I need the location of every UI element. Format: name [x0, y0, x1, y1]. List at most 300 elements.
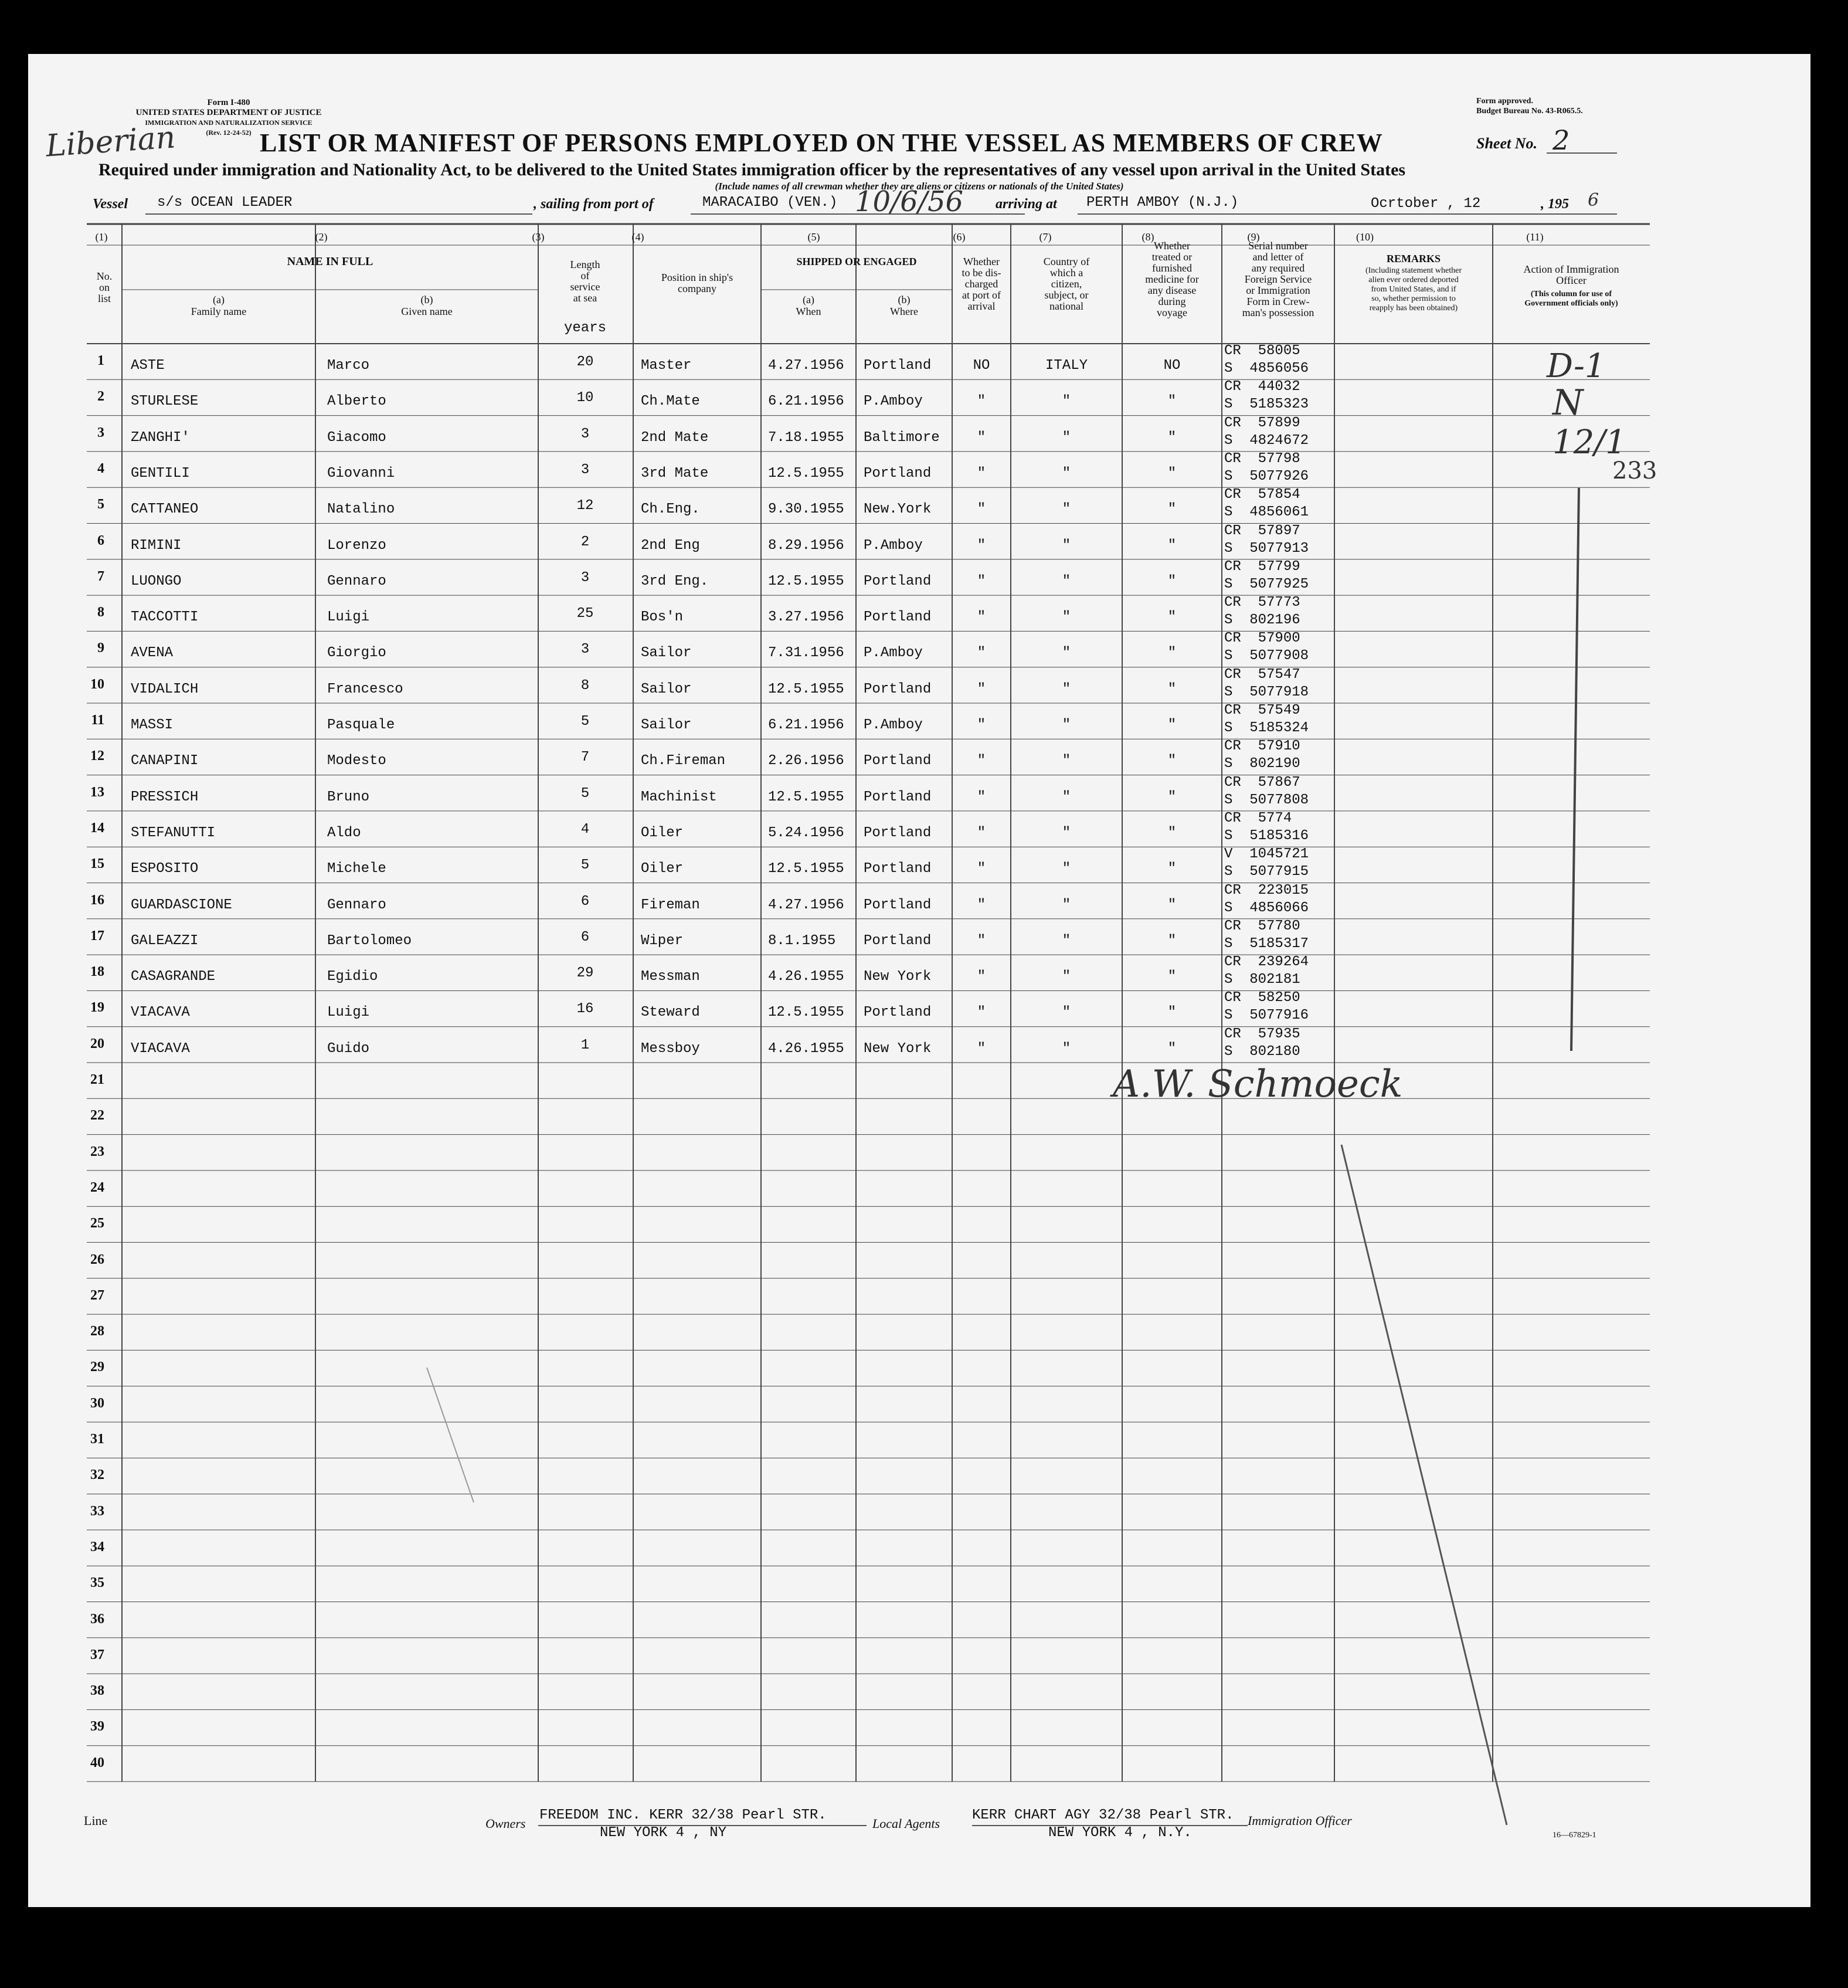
crew-serial-number: CR 239264 S 802181 [1224, 954, 1309, 988]
crew-engaged-port: Portland [864, 861, 932, 877]
crew-engaged-port: Portland [864, 753, 932, 769]
col-position-header: Position in ship's company [661, 272, 733, 294]
crew-discharge: " [977, 537, 986, 554]
crew-country: " [1062, 681, 1071, 697]
crew-given-name: Aldo [327, 825, 361, 841]
crew-family-name: VIACAVA [131, 1005, 190, 1021]
col-family-letter: (a) [213, 294, 225, 306]
crew-engaged-date: 12.5.1955 [768, 861, 844, 877]
crew-engaged-date: 12.5.1955 [768, 681, 844, 697]
row-number: 33 [90, 1503, 104, 1519]
crew-engaged-port: P.Amboy [864, 537, 923, 554]
footer-agents-label: Local Agents [872, 1816, 940, 1831]
crew-family-name: AVENA [131, 645, 174, 661]
crew-engaged-port: Portland [864, 789, 932, 805]
row-number: 12 [90, 748, 104, 764]
crew-country: " [1062, 537, 1071, 554]
crew-treated: " [1167, 501, 1177, 518]
crew-years-at-sea: 6 [580, 893, 590, 910]
budget-bureau: Budget Bureau No. 43-R065.5. [1476, 107, 1583, 116]
crew-country: " [1062, 789, 1071, 805]
row-number: 38 [90, 1683, 104, 1699]
crew-family-name: ESPOSITO [131, 861, 199, 877]
crew-engaged-date: 7.31.1956 [768, 645, 844, 661]
crew-position: Sailor [641, 717, 692, 733]
crew-engaged-date: 12.5.1955 [768, 465, 844, 481]
crew-serial-number: CR 57798 S 5077926 [1224, 450, 1309, 484]
arrival-date: Ocrtober , 12 [1371, 196, 1481, 212]
crew-years-at-sea: 3 [580, 462, 590, 478]
crew-given-name: Giacomo [327, 429, 386, 446]
footer-owners-line2: NEW YORK 4 , NY [600, 1825, 727, 1841]
crew-treated: " [1167, 825, 1177, 841]
crew-given-name: Bruno [327, 789, 370, 805]
crew-family-name: GENTILI [131, 465, 190, 481]
col-where-header: Where [890, 306, 918, 317]
crew-serial-number: CR 57780 S 5185317 [1224, 918, 1309, 952]
crew-treated: " [1167, 753, 1177, 769]
crew-serial-number: CR 57773 S 802196 [1224, 595, 1300, 629]
crew-years-at-sea: 8 [580, 677, 590, 694]
row-number: 5 [97, 497, 104, 513]
col-when-letter: (a) [803, 294, 814, 306]
crew-treated: " [1167, 465, 1177, 481]
crew-engaged-date: 12.5.1955 [768, 789, 844, 805]
crew-discharge: " [977, 609, 986, 626]
row-number: 16 [90, 892, 104, 908]
crew-years-at-sea: 3 [580, 569, 590, 586]
col-8-number: (8) [1142, 231, 1154, 243]
crew-family-name: PRESSICH [131, 789, 199, 805]
crew-serial-number: CR 5774 S 5185316 [1224, 810, 1309, 844]
crew-years-at-sea: 5 [580, 857, 590, 874]
crew-discharge: " [977, 1005, 986, 1021]
row-number: 18 [90, 964, 104, 980]
col-where-letter: (b) [898, 294, 911, 306]
arriving-label: arriving at [996, 196, 1057, 212]
row-number: 35 [90, 1575, 104, 1591]
col-no-header: No. on list [96, 270, 113, 304]
row-number: 25 [90, 1216, 104, 1232]
crew-treated: " [1167, 1005, 1177, 1021]
crew-treated: " [1167, 573, 1177, 589]
crew-treated: " [1167, 932, 1177, 949]
crew-family-name: VIACAVA [131, 1040, 190, 1057]
crew-position: Messboy [641, 1040, 700, 1057]
crew-serial-number: CR 57935 S 802180 [1224, 1026, 1300, 1060]
crew-given-name: Marco [327, 358, 370, 374]
crew-discharge: " [977, 717, 986, 733]
revision: (Rev. 12-24-52) [206, 128, 252, 137]
year-label: , 195 [1541, 196, 1569, 212]
col-6-number: (6) [953, 231, 966, 243]
departure-port: MARACAIBO (VEN.) [702, 195, 838, 211]
crew-years-at-sea: 3 [580, 642, 590, 658]
row-number: 17 [90, 928, 104, 944]
row-number: 34 [90, 1539, 104, 1555]
row-number: 13 [90, 784, 104, 800]
crew-family-name: ZANGHI' [131, 429, 190, 446]
crew-given-name: Gennaro [327, 897, 386, 913]
crew-engaged-port: Portland [864, 932, 932, 949]
crew-position: Master [641, 358, 692, 374]
year-digit: 6 [1588, 190, 1599, 211]
row-number: 31 [90, 1431, 104, 1447]
crew-family-name: CATTANEO [131, 501, 199, 518]
crew-engaged-date: 5.24.1956 [768, 825, 844, 841]
crew-serial-number: CR 58005 S 4856056 [1224, 343, 1309, 376]
crew-country: " [1062, 573, 1071, 589]
crew-family-name: CANAPINI [131, 753, 199, 769]
owners-underline [538, 1825, 867, 1826]
col-discharged-header: Whether to be dis- charged at port of arrival [962, 256, 1001, 312]
crew-country: " [1062, 1040, 1071, 1057]
manifest-page [28, 54, 1810, 1907]
crew-country: " [1062, 753, 1071, 769]
crew-position: 2nd Mate [641, 429, 709, 446]
crew-serial-number: CR 223015 S 4856066 [1224, 882, 1309, 916]
row-number: 32 [90, 1467, 104, 1483]
col-9-number: (9) [1247, 231, 1260, 243]
crew-given-name: Pasquale [327, 717, 395, 733]
row-number: 21 [90, 1072, 104, 1087]
crew-position: 3rd Mate [641, 465, 709, 481]
print-code: 16—67829-1 [1553, 1831, 1596, 1840]
crew-years-at-sea: 2 [580, 534, 590, 550]
col-country-header: Country of which a citizen, subject, or national [1043, 256, 1090, 312]
handwritten-action-2: N [1553, 382, 1584, 423]
crew-discharge: " [977, 465, 986, 481]
form-title: LIST OR MANIFEST OF PERSONS EMPLOYED ON THE VESSEL AS MEMBERS OF CREW [260, 128, 1383, 157]
col-1-number: (1) [95, 231, 108, 243]
crew-serial-number: V 1045721 S 5077915 [1224, 846, 1309, 880]
crew-engaged-port: Portland [864, 609, 932, 626]
row-number: 3 [97, 425, 104, 440]
crew-engaged-date: 12.5.1955 [768, 573, 844, 589]
footer-owners-label: Owners [485, 1816, 526, 1831]
crew-discharge: NO [973, 358, 990, 374]
crew-serial-number: CR 57897 S 5077913 [1224, 523, 1309, 557]
crew-engaged-date: 3.27.1956 [768, 609, 844, 626]
crew-position: Messman [641, 969, 700, 985]
crew-treated: " [1167, 789, 1177, 805]
crew-engaged-port: Portland [864, 1005, 932, 1021]
row-number: 29 [90, 1359, 104, 1375]
crew-serial-number: CR 58250 S 5077916 [1224, 990, 1309, 1024]
handwritten-action-3: 12/1 [1553, 423, 1626, 462]
col-name-header: NAME IN FULL [287, 255, 373, 268]
crew-discharge: " [977, 681, 986, 697]
crew-serial-number: CR 57547 S 5077918 [1224, 666, 1309, 700]
row-number: 2 [97, 389, 104, 405]
col-2-number: (2) [315, 231, 328, 243]
handwritten-action-1: D-1 [1547, 347, 1606, 385]
crew-country: ITALY [1045, 358, 1088, 374]
row-number: 14 [90, 820, 104, 836]
crew-family-name: GALEAZZI [131, 932, 199, 949]
col-action-header: Action of Immigration Officer [1523, 263, 1619, 286]
crew-serial-number: CR 57799 S 5077925 [1224, 558, 1309, 592]
crew-given-name: Gennaro [327, 573, 386, 589]
row-number: 40 [90, 1755, 104, 1770]
crew-treated: " [1167, 537, 1177, 554]
row-number: 7 [97, 568, 104, 584]
col-length-header: Length of service at sea [570, 259, 600, 304]
crew-country: " [1062, 897, 1071, 913]
crew-position: Bos'n [641, 609, 684, 626]
crew-serial-number: CR 57854 S 4856061 [1224, 487, 1309, 521]
footer-line-label: Line [84, 1813, 108, 1828]
col-treated-header: Whether treated or furnished medicine for any disease during voyage [1145, 240, 1199, 318]
crew-engaged-port: New.York [864, 501, 932, 518]
row-number: 15 [90, 856, 104, 872]
crew-position: Ch.Fireman [641, 753, 726, 769]
crew-position: Oiler [641, 825, 684, 841]
crew-country: " [1062, 609, 1071, 626]
crew-country: " [1062, 717, 1071, 733]
crew-engaged-port: Portland [864, 825, 932, 841]
col-years-unit: years [563, 320, 606, 336]
crew-treated: " [1167, 861, 1177, 877]
form-approved: Form approved. [1476, 97, 1533, 106]
crew-discharge: " [977, 861, 986, 877]
crew-years-at-sea: 20 [576, 354, 594, 370]
crew-engaged-port: P.Amboy [864, 717, 923, 733]
crew-discharge: " [977, 789, 986, 805]
crew-engaged-port: New York [864, 969, 932, 985]
crew-given-name: Luigi [327, 609, 370, 626]
col-11-number: (11) [1526, 231, 1544, 243]
handwritten-count: 233 [1612, 457, 1657, 484]
crew-given-name: Francesco [327, 681, 403, 697]
crew-treated: " [1167, 717, 1177, 733]
crew-engaged-date: 9.30.1955 [768, 501, 844, 518]
crew-engaged-port: Portland [864, 897, 932, 913]
officer-signature: A.W. Schmoeck [1113, 1063, 1403, 1106]
crew-engaged-date: 4.27.1956 [768, 897, 844, 913]
crew-engaged-date: 4.26.1955 [768, 969, 844, 985]
crew-given-name: Bartolomeo [327, 932, 412, 949]
crew-country: " [1062, 645, 1071, 661]
crew-years-at-sea: 1 [580, 1037, 590, 1053]
row-number: 23 [90, 1144, 104, 1159]
crew-engaged-date: 4.27.1956 [768, 358, 844, 374]
crew-years-at-sea: 4 [580, 821, 590, 837]
crew-years-at-sea: 10 [576, 390, 594, 406]
row-number: 24 [90, 1179, 104, 1195]
crew-family-name: LUONGO [131, 573, 182, 589]
col-remarks-note: (Including statement whether alien ever ordered deported from United States, and if so, whether permission to reapply has been obtained) [1365, 266, 1462, 313]
row-number: 37 [90, 1647, 104, 1663]
crew-years-at-sea: 25 [576, 606, 594, 622]
col-given-header: Given name [401, 306, 453, 317]
crew-position: Oiler [641, 861, 684, 877]
crew-position: Ch.Eng. [641, 501, 700, 518]
crew-engaged-port: Baltimore [864, 429, 940, 446]
col-family-header: Family name [191, 306, 247, 317]
crew-family-name: STURLESE [131, 393, 199, 410]
col-10-number: (10) [1356, 231, 1374, 243]
crew-country: " [1062, 1005, 1071, 1021]
service-name: IMMIGRATION AND NATURALIZATION SERVICE [145, 118, 312, 127]
crew-country: " [1062, 969, 1071, 985]
crew-years-at-sea: 16 [576, 1001, 594, 1017]
row-number: 26 [90, 1251, 104, 1267]
crew-discharge: " [977, 429, 986, 446]
crew-discharge: " [977, 645, 986, 661]
crew-treated: " [1167, 393, 1177, 410]
crew-country: " [1062, 825, 1071, 841]
crew-discharge: " [977, 932, 986, 949]
vessel-label: Vessel [93, 196, 128, 212]
footer-officer-label: Immigration Officer [1248, 1813, 1352, 1828]
crew-treated: NO [1163, 358, 1181, 374]
col-when-header: When [796, 306, 821, 317]
crew-position: Wiper [641, 932, 684, 949]
crew-position: Sailor [641, 681, 692, 697]
crew-family-name: MASSI [131, 717, 174, 733]
crew-discharge: " [977, 897, 986, 913]
crew-treated: " [1167, 897, 1177, 913]
col-3-number: (3) [532, 231, 545, 243]
footer-owners-line1: FREEDOM INC. KERR 32/38 Pearl STR. [539, 1807, 827, 1823]
crew-discharge: " [977, 1040, 986, 1057]
crew-engaged-date: 8.29.1956 [768, 537, 844, 554]
crew-engaged-date: 12.5.1955 [768, 1005, 844, 1021]
sailing-label: , sailing from port of [534, 196, 654, 212]
crew-family-name: ASTE [131, 358, 165, 374]
col-4-number: (4) [631, 231, 644, 243]
row-number: 11 [91, 713, 104, 728]
crew-given-name: Michele [327, 861, 386, 877]
row-number: 10 [90, 676, 104, 692]
crew-serial-number: CR 57867 S 5077808 [1224, 774, 1309, 808]
crew-discharge: " [977, 393, 986, 410]
crew-family-name: CASAGRANDE [131, 969, 216, 985]
row-number: 8 [97, 605, 104, 620]
form-number: Form I-480 [207, 98, 250, 107]
department: UNITED STATES DEPARTMENT OF JUSTICE [135, 108, 322, 117]
crew-treated: " [1167, 609, 1177, 626]
crew-given-name: Modesto [327, 753, 386, 769]
row-number: 22 [90, 1108, 104, 1124]
row-number: 39 [90, 1719, 104, 1735]
crew-discharge: " [977, 753, 986, 769]
col-serial-header: Serial number and letter of any required Foreign Service or Immigration Form in Crew- man's possession [1242, 240, 1314, 318]
row-number: 36 [90, 1611, 104, 1627]
crew-country: " [1062, 861, 1071, 877]
crew-years-at-sea: 3 [580, 426, 590, 442]
footer-agents-line2: NEW YORK 4 , N.Y. [1048, 1825, 1192, 1841]
crew-discharge: " [977, 969, 986, 985]
crew-treated: " [1167, 429, 1177, 446]
crew-given-name: Luigi [327, 1005, 370, 1021]
crew-engaged-date: 7.18.1955 [768, 429, 844, 446]
crew-years-at-sea: 6 [580, 929, 590, 945]
sheet-number: 2 [1553, 124, 1570, 156]
row-number: 28 [90, 1324, 104, 1339]
row-number: 9 [97, 640, 104, 656]
crew-treated: " [1167, 1040, 1177, 1057]
crew-engaged-port: Portland [864, 465, 932, 481]
crew-engaged-port: New York [864, 1040, 932, 1057]
crew-years-at-sea: 29 [576, 965, 594, 982]
crew-country: " [1062, 393, 1071, 410]
form-subtitle: Required under immigration and Nationality Act, to be delivered to the United States immigration officer by the representatives of any vessel upon arrival in the United States [98, 160, 1406, 179]
crew-discharge: " [977, 501, 986, 518]
crew-years-at-sea: 12 [576, 498, 594, 514]
crew-engaged-date: 2.26.1956 [768, 753, 844, 769]
crew-engaged-port: Portland [864, 358, 932, 374]
crew-given-name: Egidio [327, 969, 378, 985]
col-action-note: (This column for use of Government officials only) [1524, 290, 1618, 308]
crew-years-at-sea: 5 [580, 785, 590, 802]
crew-engaged-port: Portland [864, 573, 932, 589]
vessel-name: s/s OCEAN LEADER [157, 195, 293, 211]
crew-country: " [1062, 501, 1071, 518]
crew-discharge: " [977, 573, 986, 589]
agents-underline [972, 1825, 1248, 1826]
crew-family-name: GUARDASCIONE [131, 897, 232, 913]
crew-years-at-sea: 5 [580, 714, 590, 730]
crew-years-at-sea: 7 [580, 749, 590, 766]
crew-position: 3rd Eng. [641, 573, 709, 589]
crew-given-name: Guido [327, 1040, 370, 1057]
col-remarks-header: REMARKS [1386, 253, 1441, 264]
row-number: 6 [97, 532, 104, 548]
row-number: 4 [97, 460, 104, 476]
footer-agents-line1: KERR CHART AGY 32/38 Pearl STR. [972, 1807, 1234, 1823]
crew-treated: " [1167, 969, 1177, 985]
crew-serial-number: CR 57900 S 5077908 [1224, 630, 1309, 664]
row-number: 30 [90, 1395, 104, 1411]
handwritten-nationality: Liberian [45, 120, 177, 164]
crew-country: " [1062, 465, 1071, 481]
crew-position: Sailor [641, 645, 692, 661]
handwritten-date: 10/6/56 [855, 185, 964, 218]
crew-serial-number: CR 57549 S 5185324 [1224, 703, 1309, 736]
crew-engaged-port: P.Amboy [864, 393, 923, 410]
arrival-port: PERTH AMBOY (N.J.) [1086, 195, 1239, 211]
crew-position: Machinist [641, 789, 717, 805]
crew-discharge: " [977, 825, 986, 841]
col-7-number: (7) [1039, 231, 1052, 243]
crew-position: 2nd Eng [641, 537, 700, 554]
crew-family-name: VIDALICH [131, 681, 199, 697]
col-given-letter: (b) [420, 294, 433, 306]
crew-given-name: Giovanni [327, 465, 395, 481]
crew-serial-number: CR 44032 S 5185323 [1224, 379, 1309, 413]
crew-engaged-date: 8.1.1955 [768, 932, 836, 949]
crew-engaged-port: P.Amboy [864, 645, 923, 661]
crew-position: Fireman [641, 897, 700, 913]
row-number: 20 [90, 1036, 104, 1051]
crew-engaged-date: 6.21.1956 [768, 717, 844, 733]
crew-family-name: RIMINI [131, 537, 182, 554]
crew-country: " [1062, 429, 1071, 446]
crew-family-name: TACCOTTI [131, 609, 199, 626]
crew-engaged-date: 4.26.1955 [768, 1040, 844, 1057]
crew-engaged-date: 6.21.1956 [768, 393, 844, 410]
crew-given-name: Alberto [327, 393, 386, 410]
crew-treated: " [1167, 681, 1177, 697]
crew-given-name: Natalino [327, 501, 395, 518]
crew-position: Ch.Mate [641, 393, 700, 410]
row-number: 27 [90, 1287, 104, 1303]
crew-position: Steward [641, 1005, 700, 1021]
form-note: (Include names of all crewman whether they are aliens or citizens or nationals of the United States) [715, 181, 1124, 192]
crew-family-name: STEFANUTTI [131, 825, 216, 841]
